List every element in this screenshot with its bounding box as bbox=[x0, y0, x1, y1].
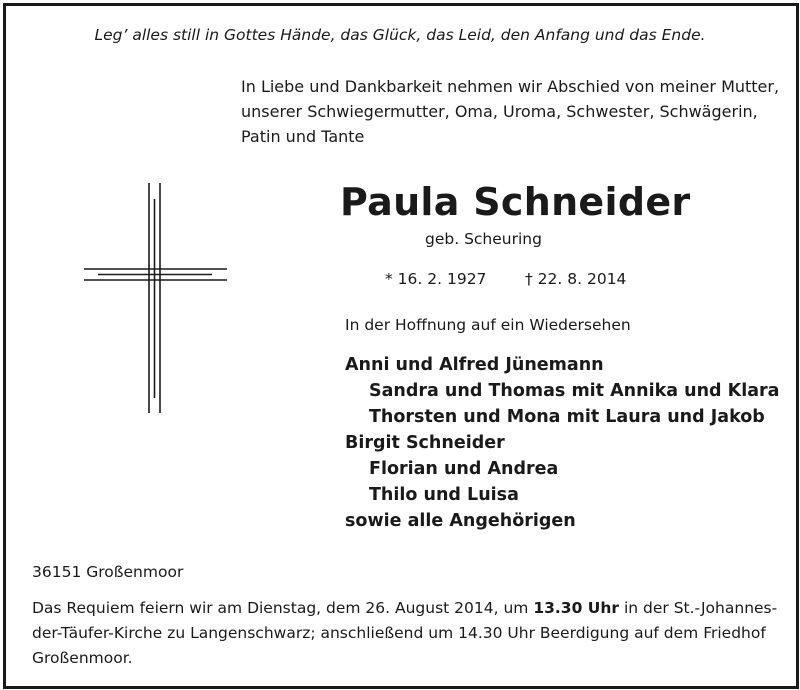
mourner-line: Florian und Andrea bbox=[369, 459, 559, 479]
intro-line: unserer Schwiegermutter, Oma, Uroma, Schwester, Schwägerin, bbox=[241, 102, 758, 121]
mourner-line: Thilo und Luisa bbox=[369, 485, 519, 505]
notice-line: der-Täufer-Kirche zu Langenschwarz; anschließend um 14.30 Uhr Beerdigung auf dem Friedhof bbox=[32, 624, 766, 642]
death-date: † 22. 8. 2014 bbox=[525, 270, 627, 288]
notice-text: in der St.-Johannes- bbox=[619, 599, 778, 617]
service-notice bbox=[32, 596, 777, 671]
deceased-name: Paula Schneider bbox=[340, 180, 691, 224]
notice-text: Das Requiem feiern wir am Dienstag, dem 26. August 2014, um bbox=[32, 599, 534, 617]
mourner-line: sowie alle Angehörigen bbox=[345, 511, 576, 531]
hope-line: In der Hoffnung auf ein Wiedersehen bbox=[345, 316, 631, 334]
intro-text bbox=[241, 74, 781, 149]
notice-line: Großenmoor. bbox=[32, 649, 133, 667]
mourner-line: Sandra und Thomas mit Annika und Klara bbox=[369, 381, 780, 401]
maiden-name: geb. Scheuring bbox=[425, 230, 542, 248]
service-time: 13.30 Uhr bbox=[533, 599, 620, 617]
mourner-line: Anni und Alfred Jünemann bbox=[345, 355, 604, 375]
intro-line: In Liebe und Dankbarkeit nehmen wir Abschied von meiner Mutter, bbox=[241, 77, 780, 96]
mourner-line: Birgit Schneider bbox=[345, 433, 505, 453]
birth-date: * 16. 2. 1927 bbox=[385, 270, 487, 288]
intro-line: Patin und Tante bbox=[241, 127, 365, 146]
place: 36151 Großenmoor bbox=[32, 563, 184, 581]
cross-icon bbox=[84, 183, 229, 417]
mourners-list bbox=[345, 352, 779, 534]
notice-line bbox=[32, 596, 777, 621]
motto: Leg’ alles still in Gottes Hände, das Glück, das Leid, den Anfang und das Ende. bbox=[94, 26, 706, 44]
mourner-line: Thorsten und Mona mit Laura und Jakob bbox=[369, 407, 765, 427]
